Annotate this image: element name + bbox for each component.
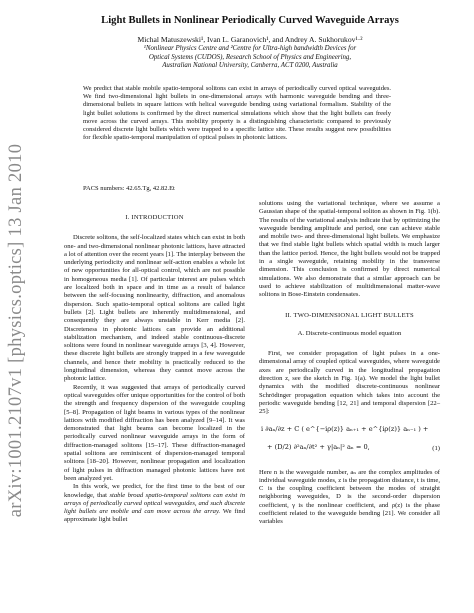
intro-paragraph-3 bbox=[64, 483, 245, 524]
section-heading-two-dimensional: II. TWO-DIMENSIONAL LIGHT BULLETS bbox=[285, 311, 414, 319]
abstract: We predict that stable mobile spatio-temporal solitons can exist in arrays of periodically curved optical waveguides. We find two-dimensional light bullets in one-dimensional arrays with harmonic waveguide bending and three-dimensional bullets in square lattices with helical waveguide bending using variational formalism. Stability of the light bullet solutions is confirmed by the direct numerical simulations which show that the light bullets can freely move across the curved arrays. This mobility property is a distinguishing characteristic compared to previously considered discrete light bullets which were trapped to a specific lattice site. These results suggest new possibilities for flexible spatio-temporal manipulation of optical pulses in photonic lattices. bbox=[83, 85, 391, 142]
intro-paragraph-2: Recently, it was suggested that arrays of periodically curved optical waveguides offer unique opportunities for the control of both the strength and frequency dispersion of the waveguide coupling [5–8]. Propagation of light beams in various types of the nonlinear lattices with modified diffraction has been analyzed [9–14]. It was demonstrated that light beams can become localized in the periodically curved nonlinear waveguide arrays in the form of diffraction-managed solitons [15–17]. These diffraction-managed spatial solitons are reminiscent of dispersion-managed temporal solitons [18–20]. However, nonlinear propagation and localization of light pulses in diffraction managed photonic lattices have not been analyzed yet. bbox=[64, 383, 245, 482]
author-list: Michal Matuszewski¹, Ivan L. Garanovich¹, and Andrey A. Sukhorukov¹·² bbox=[137, 35, 363, 44]
equation-1 bbox=[259, 423, 440, 463]
intro-p3-start: In this work, we predict, for the first time to the best of our knowledge, that bbox=[64, 483, 245, 499]
affiliations bbox=[60, 45, 440, 71]
arxiv-stamp-text: arXiv:1001.2107v1 [physics.optics] 13 Jan 2010 bbox=[6, 143, 27, 517]
right-column bbox=[259, 200, 440, 527]
subsection-heading-model: A. Discrete-continuous model equation bbox=[297, 329, 402, 337]
variables-paragraph: Here n is the waveguide number, aₙ are the complex amplitudes of individual waveguide modes, z is the propagation distance, t is time, C is the coupling coefficient between the modes of straight neighboring waveguides, D is the second-order dispersion coefficient, γ is the nonlinear coefficient, and ρ(z) is the phase coefficient related to the waveguide bending [21]. We consider all variables bbox=[259, 468, 440, 526]
equation-line-1: i ∂aₙ/∂z + C ( e^{−iρ(z)} aₙ₊₁ + e^{iρ(z)} aₙ₋₁ ) + bbox=[261, 424, 429, 433]
intro-paragraph-1: Discrete solitons, the self-localized states which can exist in both one- and two-dimensional nonlinear photonic lattices, have attracted a lot of attention over the recent years [1]. The interplay between the underlying periodicity and nonlinear self-action enables a whole lot of new opportunities for all-optical control, which are not possible in homogeneous media [1]. Of particular interest are pulses which are localized both in space and in time as a result of balance between the self-focusing nonlinearity, diffraction, and anomalous dispersion. Such spatio-temporal optical solitons are called light bullets [2]. Light bullets are inherently multidimensional, and consequently they are always unstable in Kerr media [2]. Discreteness in photonic lattices can provide an additional stabilization mechanism, and indeed stable continuous-discrete solitons were found in nonlinear waveguide arrays [3, 4]. However, these discrete light bullets are strongly trapped in a few waveguide channels, and hence their mobility is practically reduced to the longitudinal dimension, whereas they cannot move across the photonic lattice. bbox=[64, 234, 245, 383]
model-paragraph: First, we consider propagation of light pulses in a one-dimensional array of coupled optical waveguides, where waveguide axes are periodically curved in the longitudinal propagation direction z, see the sketch in Fig. 1(a). We model the light bullet dynamics with the modified discrete-continuous nonlinear Schrödinger propagation equation which takes into account the periodic waveguide bending [12, 21] and temporal dispersion [22–25]: bbox=[259, 350, 440, 416]
paper-title: Light Bullets in Nonlinear Periodically Curved Waveguide Arrays bbox=[101, 15, 399, 26]
pacs-numbers: PACS numbers: 42.65.Tg, 42.82.Et bbox=[83, 185, 175, 192]
equation-line-2: + (D/2) ∂²aₙ/∂t² + γ|aₙ|² aₙ = 0, bbox=[267, 442, 370, 451]
equation-number: (1) bbox=[432, 444, 440, 452]
section-heading-introduction: I. INTRODUCTION bbox=[125, 214, 184, 221]
intro-continued-paragraph: solutions using the variational technique, where we assume a Gaussian shape of the spatial-temporal soliton as shown in Fig. 1(b). The results of the variational analysis indicate that by optimizing the waveguide bending amplitude and period, one can achieve stable and mobile two- and three-dimensional light bullets. We emphasize that we find stable light bullets which spatial width is much larger than the lattice period. Hence, the light bullets would not be trapped in a single waveguide, retaining mobility in the transverse dimension. This conclusion is confirmed by direct numerical simulations. We also demonstrate that a similar approach can be used to achieve stabilization of multidimensional matter-wave solitons in Bose-Einstein condensates. bbox=[259, 200, 440, 299]
affiliation-line-1: ¹Nonlinear Physics Centre and ²Centre for Ultra-high bandwidth Devices for bbox=[143, 45, 357, 52]
left-column bbox=[64, 200, 245, 525]
intro-p3-italic: stable broad spatio-temporal solitons can exist in arrays of periodically curved optical waveguides, and such discrete light bullets are mobile and can move across the array. bbox=[64, 491, 246, 516]
affiliation-line-3: Australian National University, Canberra, ACT 0200, Australia bbox=[162, 62, 338, 70]
affiliation-line-2: Optical Systems (CUDOS), Research School of Physics and Engineering, bbox=[148, 53, 352, 61]
intro-p3-end: We find approximate light bullet bbox=[64, 508, 245, 524]
arxiv-identifier-stamp bbox=[2, 143, 32, 517]
